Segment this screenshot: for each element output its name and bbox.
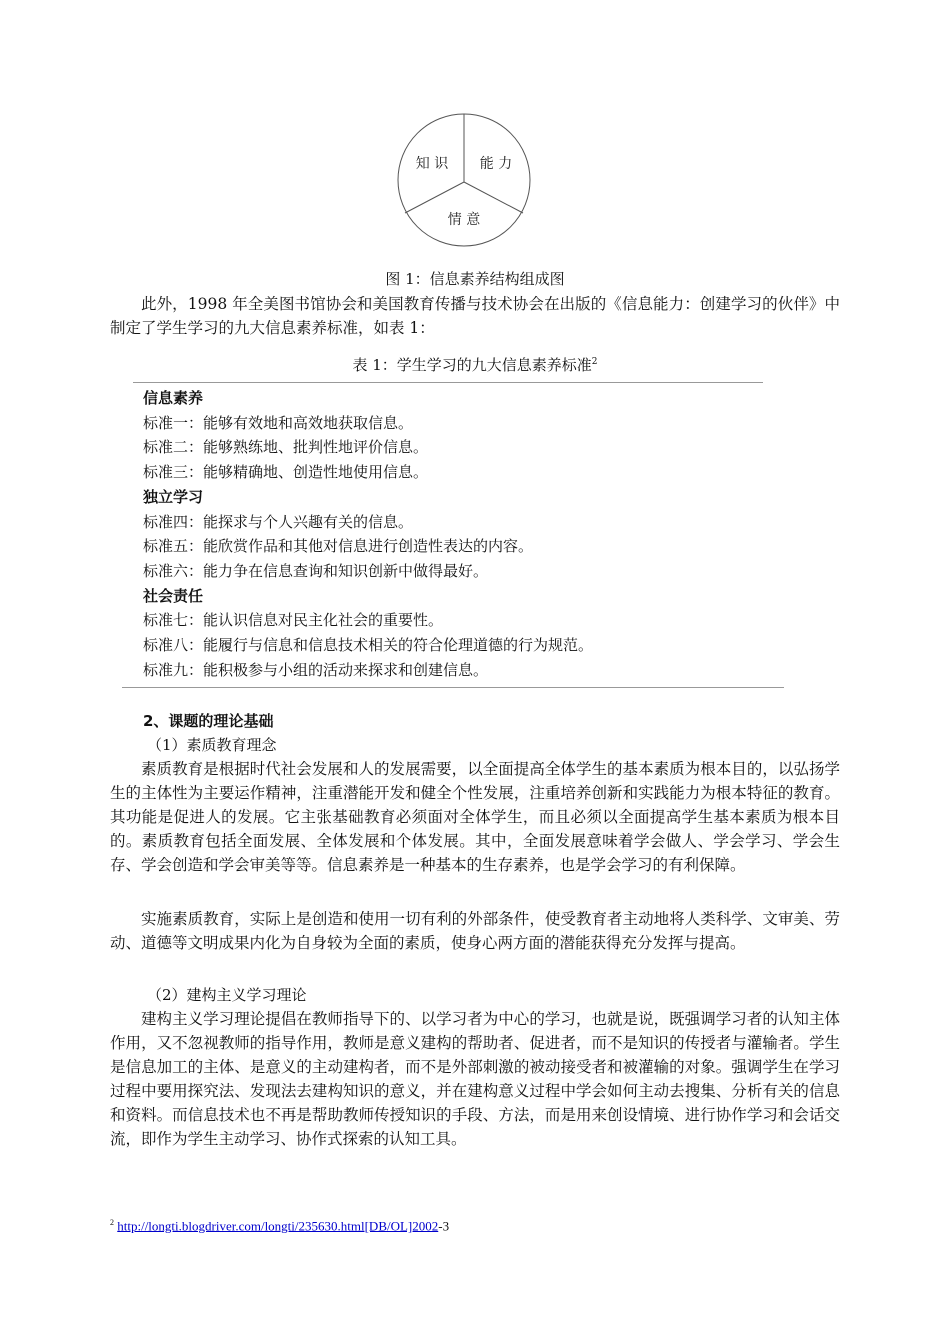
diagram-divider-right xyxy=(464,182,523,213)
table-standard-line: 标准一：能够有效地和高效地获取信息。 xyxy=(143,413,414,432)
figure-caption: 图 1：信息素养结构组成图 xyxy=(385,270,565,288)
intro-paragraph: 此外，1998 年全美图书馆协会和美国教育传播与技术协会在出版的《信息能力：创建学习的伙伴》中制定了学生学习的九大信息素养标准，如表 1： xyxy=(110,295,840,337)
info-literacy-structure-diagram xyxy=(396,112,532,248)
diagram-divider-left xyxy=(405,182,464,213)
paragraph-implementation: 实施素质教育，实际上是创造和使用一切有利的外部条件，使受教育者主动地将人类科学、文审美、劳动、道德等文明成果内化为自身较为全面的素质，使身心两方面的潜能获得充分发挥与提高。 xyxy=(110,910,840,952)
paragraph-quality-education: 素质教育是根据时代社会发展和人的发展需要，以全面提高全体学生的基本素质为根本目的，以弘扬学生的主体性为主要运作精神，注重潜能开发和健全个性发展，注重培养创新和实践能力为根本特征的教育。其功能是促进人的发展。它主张基础教育必须面对全体学生，而且必须以全面提高学生基本素质为根本目的。素质教育包括全面发展、全体发展和个体发展。其中，全面发展意味着学会做人、学会学习、学会生存、学会创造和学会审美等等。信息素养是一种基本的生存素养，也是学会学习的有利保障。 xyxy=(110,760,840,874)
section-title: 2、课题的理论基础 xyxy=(143,712,274,730)
subsection-quality-education: （1）素质教育理念 xyxy=(147,736,277,754)
footnote-suffix: -3 xyxy=(438,1218,450,1234)
table-standard-line: 标准七：能认识信息对民主化社会的重要性。 xyxy=(143,611,444,630)
footnote-mark: 2 xyxy=(110,1218,114,1227)
table-group-heading: 独立学习 xyxy=(143,487,204,506)
table-caption xyxy=(0,354,950,375)
paragraph-constructivism: 建构主义学习理论提倡在教师指导下的、以学习者为中心的学习，也就是说，既强调学习者的认知主体作用，又不忽视教师的指导作用，教师是意义建构的帮助者、促进者，而不是知识的传授者与灌输者。学生是信息加工的主体、是意义的主动建构者，而不是外部刺激的被动接受者和被灌输的对象。强调学生在学习过程中要用探究法、发现法去建构知识的意义，并在建构意义过程中学会如何主动去搜集、分析有关的信息和资料。而信息技术也不再是帮助教师传授知识的手段、方法，而是用来创设情境、进行协作学习和会话交流，即作为学生主动学习、协作式探索的认知工具。 xyxy=(110,1010,840,1148)
table-top-rule xyxy=(133,382,763,383)
footnote xyxy=(110,1218,449,1234)
table-standard-line: 标准五：能欣赏作品和其他对信息进行创造性表达的内容。 xyxy=(143,537,534,556)
table-standard-line: 标准九：能积极参与小组的活动来探求和创建信息。 xyxy=(143,660,489,679)
footnote-link[interactable]: http://longti.blogdriver.com/longti/235630.html[DB/OL]2002 xyxy=(117,1218,439,1234)
table-standard-line: 标准二：能够熟练地、批判性地评价信息。 xyxy=(143,438,429,457)
table-standard-line: 标准六：能力争在信息查询和知识创新中做得最好。 xyxy=(143,561,489,580)
table-standard-line: 标准八：能履行与信息和信息技术相关的符合伦理道德的行为规范。 xyxy=(143,636,594,654)
subsection-constructivism: （2）建构主义学习理论 xyxy=(147,986,307,1004)
diagram-label-emotion: 情 意 xyxy=(447,212,481,228)
table-group-heading: 社会责任 xyxy=(143,586,204,605)
table-group-heading: 信息素养 xyxy=(143,389,204,407)
table-standard-line: 标准三：能够精确地、创造性地使用信息。 xyxy=(143,463,429,482)
table-bottom-rule xyxy=(122,687,784,688)
table-caption-footnote-mark: 2 xyxy=(591,357,598,367)
table-standard-line: 标准四：能探求与个人兴趣有关的信息。 xyxy=(143,512,414,531)
diagram-label-ability: 能 力 xyxy=(479,156,513,172)
diagram-label-knowledge: 知 识 xyxy=(415,156,449,172)
table-caption-text: 表 1：学生学习的九大信息素养标准 xyxy=(352,356,592,374)
